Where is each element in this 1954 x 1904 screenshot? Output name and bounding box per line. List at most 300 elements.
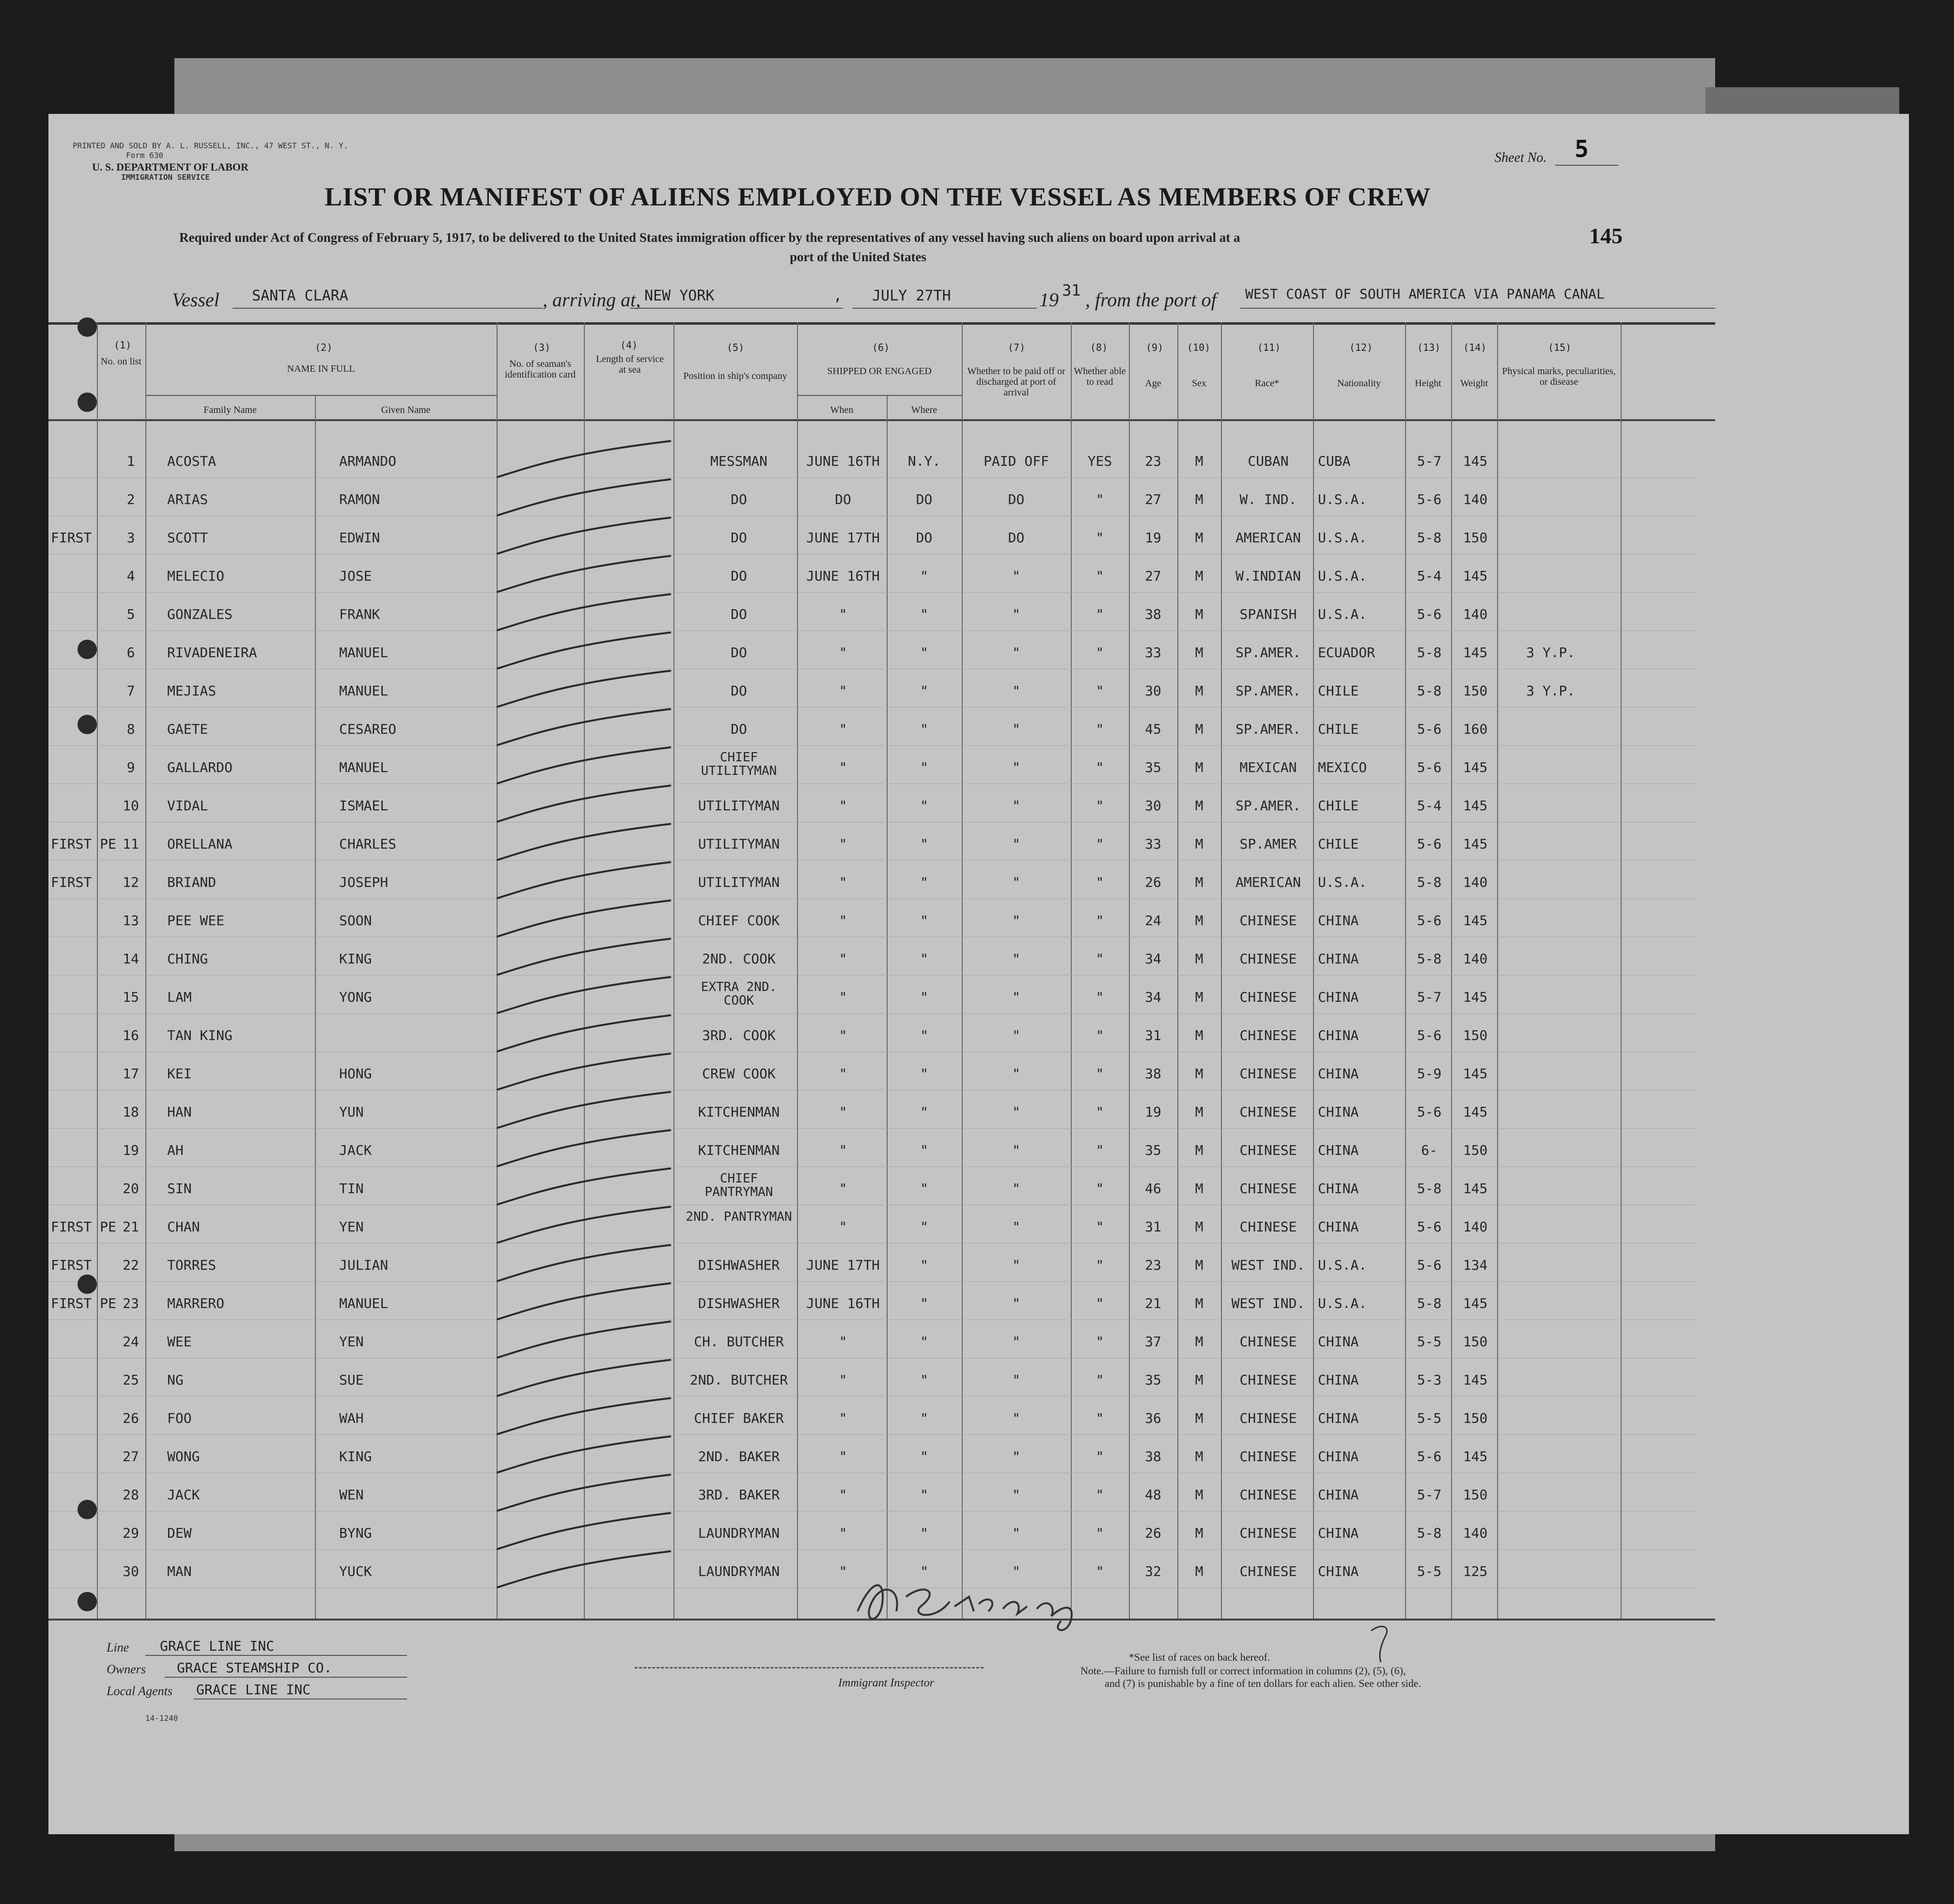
paid-off: ": [1012, 1180, 1020, 1196]
weight: 125: [1463, 1563, 1488, 1579]
weight: 145: [1463, 645, 1488, 661]
shipped-where: ": [920, 1448, 928, 1464]
sex: M: [1195, 1525, 1204, 1541]
given-name: MANUEL: [339, 759, 389, 775]
pen-stroke: [497, 936, 768, 980]
able-to-read: ": [1095, 1257, 1104, 1273]
able-to-read: ": [1095, 1448, 1104, 1464]
position: UTILITYMAN: [698, 798, 780, 814]
paid-off: ": [1012, 989, 1020, 1005]
race: W. IND.: [1239, 491, 1297, 507]
col-line: [315, 395, 316, 1619]
weight: 145: [1463, 1372, 1488, 1388]
shipped-where: ": [920, 1525, 928, 1541]
race: SP.AMER.: [1235, 798, 1301, 814]
height: 5-6: [1417, 759, 1442, 775]
row-number: 28: [123, 1487, 139, 1503]
paid-off: PAID OFF: [984, 453, 1049, 469]
nationality: CHINA: [1318, 1487, 1359, 1503]
col-num-4: (4): [620, 339, 638, 351]
given-name: WAH: [339, 1410, 364, 1426]
sex: M: [1195, 874, 1204, 890]
given-name: SOON: [339, 913, 372, 928]
weight: 145: [1463, 1180, 1488, 1196]
position: DO: [731, 683, 747, 699]
able-to-read: ": [1095, 721, 1104, 737]
age: 23: [1145, 453, 1161, 469]
paid-off: ": [1012, 1448, 1020, 1464]
position: UTILITYMAN: [698, 874, 780, 890]
family-name: CHING: [167, 951, 208, 967]
family-name: TORRES: [167, 1257, 217, 1273]
pen-stroke: [497, 592, 768, 635]
vessel-name: SANTA CLARA: [252, 287, 348, 304]
shipped-when: JUNE 16TH: [806, 1295, 880, 1311]
row-rule: [48, 630, 1696, 631]
sex: M: [1195, 1027, 1204, 1043]
paid-off: ": [1012, 1525, 1020, 1541]
nationality: CHINA: [1318, 1525, 1359, 1541]
race: CUBAN: [1248, 453, 1289, 469]
paid-off: ": [1012, 1563, 1020, 1579]
able-to-read: ": [1095, 491, 1104, 507]
weight: 140: [1463, 491, 1488, 507]
shipped-when: ": [839, 989, 847, 1005]
pen-stroke: [497, 668, 768, 712]
age: 19: [1145, 1104, 1161, 1120]
paid-off: ": [1012, 645, 1020, 661]
nationality: CHINA: [1318, 1104, 1359, 1120]
hdr-physical-marks: Physical marks, peculiarities, or disease: [1502, 366, 1616, 387]
able-to-read: ": [1095, 1027, 1104, 1043]
row-number: 4: [126, 568, 135, 584]
paid-off: ": [1012, 1372, 1020, 1388]
shipped-when: ": [839, 1142, 847, 1158]
paid-off: ": [1012, 1142, 1020, 1158]
given-name: MANUEL: [339, 683, 389, 699]
paid-off: ": [1012, 1027, 1020, 1043]
sex: M: [1195, 989, 1204, 1005]
hdr-when: When: [830, 405, 854, 415]
age: 31: [1145, 1219, 1161, 1235]
height: 5-6: [1417, 1027, 1442, 1043]
punch-hole: [78, 640, 97, 659]
height: 5-6: [1417, 1219, 1442, 1235]
shipped-when: ": [839, 1372, 847, 1388]
able-to-read: ": [1095, 1372, 1104, 1388]
row-number: 10: [123, 798, 139, 814]
weight: 145: [1463, 913, 1488, 928]
punch-hole: [78, 1275, 97, 1294]
given-name: MANUEL: [339, 1295, 389, 1311]
shipped-when: JUNE 16TH: [806, 453, 880, 469]
age: 24: [1145, 913, 1161, 928]
row-number: 15: [123, 989, 139, 1005]
height: 5-8: [1417, 874, 1442, 890]
row-number: 7: [126, 683, 135, 699]
nationality: CHINA: [1318, 989, 1359, 1005]
nationality: CHILE: [1318, 798, 1359, 814]
col-num-5: (5): [727, 342, 745, 353]
height: 5-7: [1417, 989, 1442, 1005]
row-number: 22: [123, 1257, 139, 1273]
col-line: [1071, 322, 1072, 1619]
race: MEXICAN: [1239, 759, 1297, 775]
margin-annotation: FIRST PE: [51, 836, 116, 852]
given-name: KING: [339, 1448, 372, 1464]
shipped-where: ": [920, 568, 928, 584]
paid-off: ": [1012, 913, 1020, 928]
age: 34: [1145, 989, 1161, 1005]
nationality: CHINA: [1318, 1563, 1359, 1579]
shipped-where: ": [920, 1295, 928, 1311]
line-value: GRACE LINE INC: [160, 1638, 275, 1654]
age: 21: [1145, 1295, 1161, 1311]
sex: M: [1195, 1104, 1204, 1120]
family-name: TAN KING: [167, 1027, 233, 1043]
paid-off: ": [1012, 1410, 1020, 1426]
row-number: 24: [123, 1334, 139, 1350]
nationality: CHINA: [1318, 1142, 1359, 1158]
table-top-rule: [48, 322, 1715, 325]
weight: 150: [1463, 1410, 1488, 1426]
family-name: RIVADENEIRA: [167, 645, 257, 661]
col-num-3: (3): [533, 342, 551, 353]
position: 2ND. BUTCHER: [689, 1372, 788, 1388]
sex: M: [1195, 1372, 1204, 1388]
able-to-read: ": [1095, 645, 1104, 661]
given-name: ISMAEL: [339, 798, 389, 814]
height: 5-8: [1417, 1525, 1442, 1541]
family-name: MEJIAS: [167, 683, 217, 699]
shipped-when: ": [839, 874, 847, 890]
age: 32: [1145, 1563, 1161, 1579]
row-number: 11: [123, 836, 139, 852]
hdr-able-read: Whether able to read: [1074, 366, 1126, 387]
date-underline: [853, 308, 1037, 309]
given-name: TIN: [339, 1180, 364, 1196]
sex: M: [1195, 1563, 1204, 1579]
weight: 150: [1463, 1334, 1488, 1350]
shipped-where: ": [920, 1372, 928, 1388]
sheet-label: Sheet No.: [1495, 150, 1547, 165]
hdr-position: Position in ship's company: [683, 371, 787, 381]
given-name: KING: [339, 951, 372, 967]
paid-off: ": [1012, 1295, 1020, 1311]
shipped-where: ": [920, 989, 928, 1005]
family-name: LAM: [167, 989, 192, 1005]
paid-off: ": [1012, 951, 1020, 967]
height: 5-6: [1417, 1448, 1442, 1464]
hdr-weight: Weight: [1460, 378, 1488, 389]
shipped-where: ": [920, 1066, 928, 1082]
row-number: 6: [126, 645, 135, 661]
age: 26: [1145, 1525, 1161, 1541]
paid-off: ": [1012, 721, 1020, 737]
hdr-where: Where: [911, 405, 938, 415]
sex: M: [1195, 721, 1204, 737]
punch-hole: [78, 715, 97, 734]
physical-marks: 3 Y.P.: [1526, 683, 1576, 699]
shipped-where: ": [920, 1487, 928, 1503]
paid-off: DO: [1008, 530, 1025, 546]
arrival-date: JULY 27TH: [872, 287, 951, 304]
sex: M: [1195, 683, 1204, 699]
hdr-height: Height: [1415, 378, 1441, 389]
pen-stroke: [497, 1549, 768, 1592]
nationality: CHINA: [1318, 913, 1359, 928]
able-to-read: YES: [1087, 453, 1112, 469]
nationality: U.S.A.: [1318, 606, 1367, 622]
given-name: CESAREO: [339, 721, 397, 737]
pen-stroke: [497, 707, 768, 750]
row-rule: [48, 1549, 1696, 1550]
paid-off: DO: [1008, 491, 1025, 507]
arriving-label: , arriving at,: [543, 289, 641, 311]
col-line: [1221, 322, 1222, 1619]
row-rule: [48, 1128, 1696, 1129]
comma: ,: [833, 287, 843, 304]
nationality: CUBA: [1318, 453, 1351, 469]
pen-stroke: [497, 553, 768, 597]
given-name: HONG: [339, 1066, 372, 1082]
height: 5-6: [1417, 721, 1442, 737]
col-num-12: (12): [1349, 342, 1373, 353]
age: 19: [1145, 530, 1161, 546]
shipped-where: ": [920, 1257, 928, 1273]
age: 23: [1145, 1257, 1161, 1273]
owners-label: Owners: [107, 1662, 146, 1676]
position: DO: [731, 721, 747, 737]
weight: 145: [1463, 798, 1488, 814]
punch-hole: [78, 317, 97, 337]
given-name: FRANK: [339, 606, 380, 622]
shipped-when: ": [839, 1219, 847, 1235]
able-to-read: ": [1095, 1487, 1104, 1503]
arriving-underline: [630, 308, 843, 309]
height: 5-3: [1417, 1372, 1442, 1388]
race: CHINESE: [1239, 1334, 1297, 1350]
hdr-name-in-full: NAME IN FULL: [287, 363, 355, 374]
agents-label: Local Agents: [107, 1684, 173, 1698]
row-number: 12: [123, 874, 139, 890]
paid-off: ": [1012, 1487, 1020, 1503]
row-number: 27: [123, 1448, 139, 1464]
position: UTILITYMAN: [698, 836, 780, 852]
weight: 145: [1463, 1448, 1488, 1464]
page-title: LIST OR MANIFEST OF ALIENS EMPLOYED ON THE VESSEL AS MEMBERS OF CREW: [325, 182, 1431, 211]
shipped-where: ": [920, 1180, 928, 1196]
weight: 145: [1463, 568, 1488, 584]
sex: M: [1195, 606, 1204, 622]
hdr-seaman-card: No. of seaman's identification card: [504, 359, 576, 380]
weight: 145: [1463, 759, 1488, 775]
family-name: ACOSTA: [167, 453, 217, 469]
age: 33: [1145, 836, 1161, 852]
year-suffix: 31: [1062, 281, 1081, 299]
able-to-read: ": [1095, 874, 1104, 890]
hdr-sex: Sex: [1192, 378, 1206, 389]
shipped-where: ": [920, 721, 928, 737]
shipped-when: ": [839, 1448, 847, 1464]
height: 5-8: [1417, 951, 1442, 967]
col-num-14: (14): [1463, 342, 1487, 353]
row-rule: [48, 707, 1696, 708]
pen-stroke: [497, 1434, 768, 1478]
row-number: 19: [123, 1142, 139, 1158]
nationality: CHINA: [1318, 1448, 1359, 1464]
vessel-underline: [233, 308, 543, 309]
position: KITCHENMAN: [698, 1142, 780, 1158]
sex: M: [1195, 913, 1204, 928]
age: 38: [1145, 1066, 1161, 1082]
height: 5-6: [1417, 606, 1442, 622]
family-name: MELECIO: [167, 568, 225, 584]
nationality: CHINA: [1318, 951, 1359, 967]
margin-annotation: FIRST: [51, 874, 92, 890]
age: 27: [1145, 491, 1161, 507]
printer-line: PRINTED AND SOLD BY A. L. RUSSELL, INC., 47 WEST ST., N. Y.: [73, 141, 348, 150]
height: 5-8: [1417, 530, 1442, 546]
nationality: CHILE: [1318, 721, 1359, 737]
row-rule: [48, 477, 1696, 478]
race: CHINESE: [1239, 1219, 1297, 1235]
row-number: 2: [126, 491, 135, 507]
row-rule: [48, 1434, 1696, 1435]
position: DO: [731, 530, 747, 546]
family-name: GONZALES: [167, 606, 233, 622]
shipped-where: ": [920, 1104, 928, 1120]
shipped-when: ": [839, 1525, 847, 1541]
col-num-8: (8): [1090, 342, 1108, 353]
fine-note-2: and (7) is punishable by a fine of ten dollars for each alien. See other side.: [1105, 1677, 1422, 1689]
sheet-number: 5: [1575, 136, 1589, 163]
able-to-read: ": [1095, 1104, 1104, 1120]
margin-annotation: FIRST: [51, 530, 92, 546]
race: SP.AMER: [1239, 836, 1297, 852]
col-line: [1177, 322, 1178, 1619]
height: 5-6: [1417, 491, 1442, 507]
age: 46: [1145, 1180, 1161, 1196]
height: 5-6: [1417, 913, 1442, 928]
age: 38: [1145, 1448, 1161, 1464]
shipped-when: ": [839, 683, 847, 699]
pen-stroke: [497, 745, 768, 788]
row-number: 23: [123, 1295, 139, 1311]
sex: M: [1195, 1219, 1204, 1235]
position: CHIEF PANTRYMAN: [704, 1171, 773, 1199]
row-number: 5: [126, 606, 135, 622]
race: CHINESE: [1239, 1525, 1297, 1541]
shipped-where: ": [920, 874, 928, 890]
shipped-when: ": [839, 645, 847, 661]
inspector-underline: [635, 1667, 984, 1668]
hdr-age: Age: [1145, 378, 1161, 389]
height: 5-5: [1417, 1334, 1442, 1350]
able-to-read: ": [1095, 951, 1104, 967]
position: CHIEF UTILITYMAN: [701, 750, 777, 778]
row-number: 17: [123, 1066, 139, 1082]
paid-off: ": [1012, 568, 1020, 584]
col-num-1: (1): [114, 339, 132, 351]
sex: M: [1195, 1142, 1204, 1158]
shipped-when: ": [839, 1563, 847, 1579]
race: CHINESE: [1239, 1410, 1297, 1426]
manifest-page: [48, 114, 1909, 1834]
given-name: YUN: [339, 1104, 364, 1120]
family-name: DEW: [167, 1525, 192, 1541]
paid-off: ": [1012, 1219, 1020, 1235]
hdr-no-on-list: No. on list: [101, 356, 141, 367]
shipped-where: ": [920, 951, 928, 967]
physical-marks: 3 Y.P.: [1526, 645, 1576, 661]
weight: 140: [1463, 951, 1488, 967]
row-number: 30: [123, 1563, 139, 1579]
family-name: MARRERO: [167, 1295, 225, 1311]
given-name: JACK: [339, 1142, 372, 1158]
hdr-length-service: Length of service at sea: [596, 354, 664, 375]
height: 5-9: [1417, 1066, 1442, 1082]
race: CHINESE: [1239, 1180, 1297, 1196]
port-underline: [1240, 308, 1715, 309]
row-number: 20: [123, 1180, 139, 1196]
col-line: [1129, 322, 1130, 1619]
pen-stroke: [497, 1396, 768, 1439]
weight: 145: [1463, 836, 1488, 852]
hdr-paid-off: Whether to be paid off or discharged at port of arrival: [967, 366, 1065, 398]
race: CHINESE: [1239, 913, 1297, 928]
family-name: GALLARDO: [167, 759, 233, 775]
nationality: U.S.A.: [1318, 1257, 1367, 1273]
col-line: [962, 322, 963, 1619]
shipped-when: ": [839, 951, 847, 967]
height: 5-8: [1417, 645, 1442, 661]
able-to-read: ": [1095, 759, 1104, 775]
row-number: 14: [123, 951, 139, 967]
sex: M: [1195, 1180, 1204, 1196]
given-name: WEN: [339, 1487, 364, 1503]
owners-underline: [165, 1677, 407, 1678]
sex: M: [1195, 759, 1204, 775]
given-name: YONG: [339, 989, 372, 1005]
shipped-where: ": [920, 1219, 928, 1235]
sheet-underline: [1555, 165, 1618, 166]
shipped-when: JUNE 16TH: [806, 568, 880, 584]
row-number: 13: [123, 913, 139, 928]
vessel-label: Vessel: [172, 289, 219, 311]
pen-stroke: [497, 1472, 768, 1516]
position: DO: [731, 606, 747, 622]
inspector-label: Immigrant Inspector: [838, 1677, 934, 1689]
position: CREW COOK: [702, 1066, 776, 1082]
family-name: WONG: [167, 1448, 200, 1464]
position: KITCHENMAN: [698, 1104, 780, 1120]
shipped-when: JUNE 17TH: [806, 530, 880, 546]
paid-off: ": [1012, 874, 1020, 890]
given-name: YUCK: [339, 1563, 372, 1579]
nationality: CHINA: [1318, 1219, 1359, 1235]
margin-annotation: FIRST: [51, 1257, 92, 1273]
race: CHINESE: [1239, 1448, 1297, 1464]
requirement-line-1: Required under Act of Congress of February 5, 1917, to be delivered to the United States immigration officer by the representatives of any vessel having such aliens on board upon arrival at a: [179, 230, 1240, 245]
col-line: [97, 322, 98, 1619]
col-num-15: (15): [1548, 342, 1572, 353]
pen-stroke: [497, 783, 768, 827]
age: 30: [1145, 798, 1161, 814]
age: 31: [1145, 1027, 1161, 1043]
weight: 140: [1463, 1219, 1488, 1235]
family-name: AH: [167, 1142, 184, 1158]
